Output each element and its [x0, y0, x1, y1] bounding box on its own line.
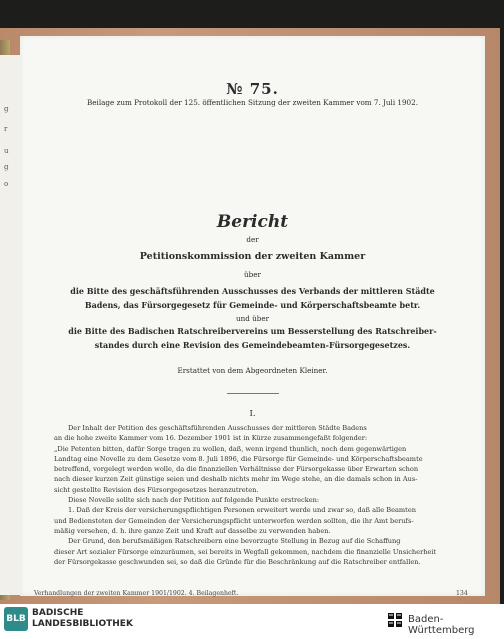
body-line: mäßig versehen, d. h. ihre ganze Zeit und Kraft auf dasselbe zu verwenden haben.	[54, 526, 331, 535]
margin-char: g	[4, 163, 9, 171]
left-page-edge	[0, 55, 21, 595]
body-line: Der Grund, den berufsmäßigen Ratschreibern eine bevorzugte Stellung in Bezug auf die Schaffung	[68, 537, 401, 546]
body-text	[54, 423, 459, 567]
library-name-line2: LANDESBIBLIOTHEK	[32, 619, 133, 629]
margin-char: r	[4, 125, 8, 133]
body-line: Der Inhalt der Petition des geschäftsführenden Ausschusses der mittleren Städte Badens	[68, 424, 367, 432]
title-line-ueber: über	[244, 270, 261, 279]
body-line: Landtag eine Novelle zu dem Gesetze vom 8. Juli 1896, die Fürsorge für Gemeinde- und Körperschaftsbeamte	[54, 454, 423, 463]
body-line: dieser Art sozialer Fürsorge einzuräumen, sei bereits in Wegfall gekommen, nachdem die finanzielle Unsicherheit	[54, 547, 437, 556]
title-petition-2b: standes durch eine Revision des Gemeindebeamten-Fürsorgegesetzes.	[94, 340, 411, 350]
title-petition-1a: die Bitte des geschäftsführenden Ausschusses des Verbands der mittleren Städte	[70, 286, 435, 296]
state-name[interactable]: Baden-Württemberg	[408, 614, 475, 636]
section-numeral: I.	[249, 409, 256, 419]
body-line: und Bediensteten der Gemeinden der Versicherungspflicht unterworfen werden sollten, die ihr Amt berufs-	[54, 516, 414, 525]
margin-char: o	[4, 180, 9, 188]
body-line: nach dieser kurzen Zeit günstige seien und deshalb nichts mehr im Wege stehe, an die damals schon in Aus-	[54, 475, 418, 484]
body-line: an die hohe zweite Kammer vom 16. Dezember 1901 ist in Kürze zusammengefaßt folgender:	[54, 434, 368, 443]
document-number: № 75.	[226, 80, 279, 98]
document-page	[20, 36, 485, 596]
footer-page-number: 134	[456, 590, 468, 597]
body-line: betreffend, vorgelegt werden wolle, da die finanziellen Verhältnisse der Fürsorgekasse über Erwarten schon	[54, 465, 419, 474]
baden-wuerttemberg-lion-icon[interactable]	[386, 611, 404, 629]
divider	[227, 393, 279, 394]
title-line-der: der	[246, 235, 259, 244]
footer-left: Verhandlungen der zweiten Kammer 1901/1902. 4. Beilagenheft.	[34, 590, 239, 597]
library-name[interactable]	[32, 608, 133, 630]
title-petition-2a: die Bitte des Badischen Ratschreibervereins um Besserstellung des Ratschreiber-	[68, 326, 437, 336]
body-line: sicht gestellte Revision des Fürsorgegesetzes heranzutreten.	[54, 485, 259, 494]
body-line: Diese Novelle sollte sich nach der Petition auf folgende Punkte erstrecken:	[68, 496, 320, 505]
blb-logo-icon[interactable]: BLB	[4, 607, 28, 631]
report-heading: Bericht	[216, 212, 289, 232]
library-name-line1: BADISCHE	[32, 608, 84, 618]
title-line-und-ueber: und über	[235, 314, 270, 323]
body-line: 1. Daß der Kreis der versicherungspflichtigen Personen erweitert werde und zwar so, daß alle Beamten	[68, 506, 416, 515]
margin-char: u	[4, 147, 9, 155]
document-subtitle: Beilage zum Protokoll der 125. öffentlichen Sitzung der zweiten Kammer vom 7. Juli 1902.	[87, 98, 418, 107]
title-petition-1b: Badens, das Fürsorgegesetz für Gemeinde- und Körperschaftsbeamte betr.	[84, 300, 421, 310]
body-line: der Fürsorgekasse geschwunden sei, so daß die Gründe für die Beschränkung auf die Ratschreiber entfallen.	[54, 557, 421, 566]
reporter-line: Erstattet von dem Abgeordneten Kleiner.	[177, 366, 328, 375]
body-line: „Die Petenten bitten, dafür Sorge tragen zu wollen, daß, wenn irgend thunlich, noch dem gegenwärtigen	[54, 444, 407, 453]
margin-char: g	[4, 105, 9, 113]
title-commission: Petitionskommission der zweiten Kammer	[139, 251, 366, 262]
